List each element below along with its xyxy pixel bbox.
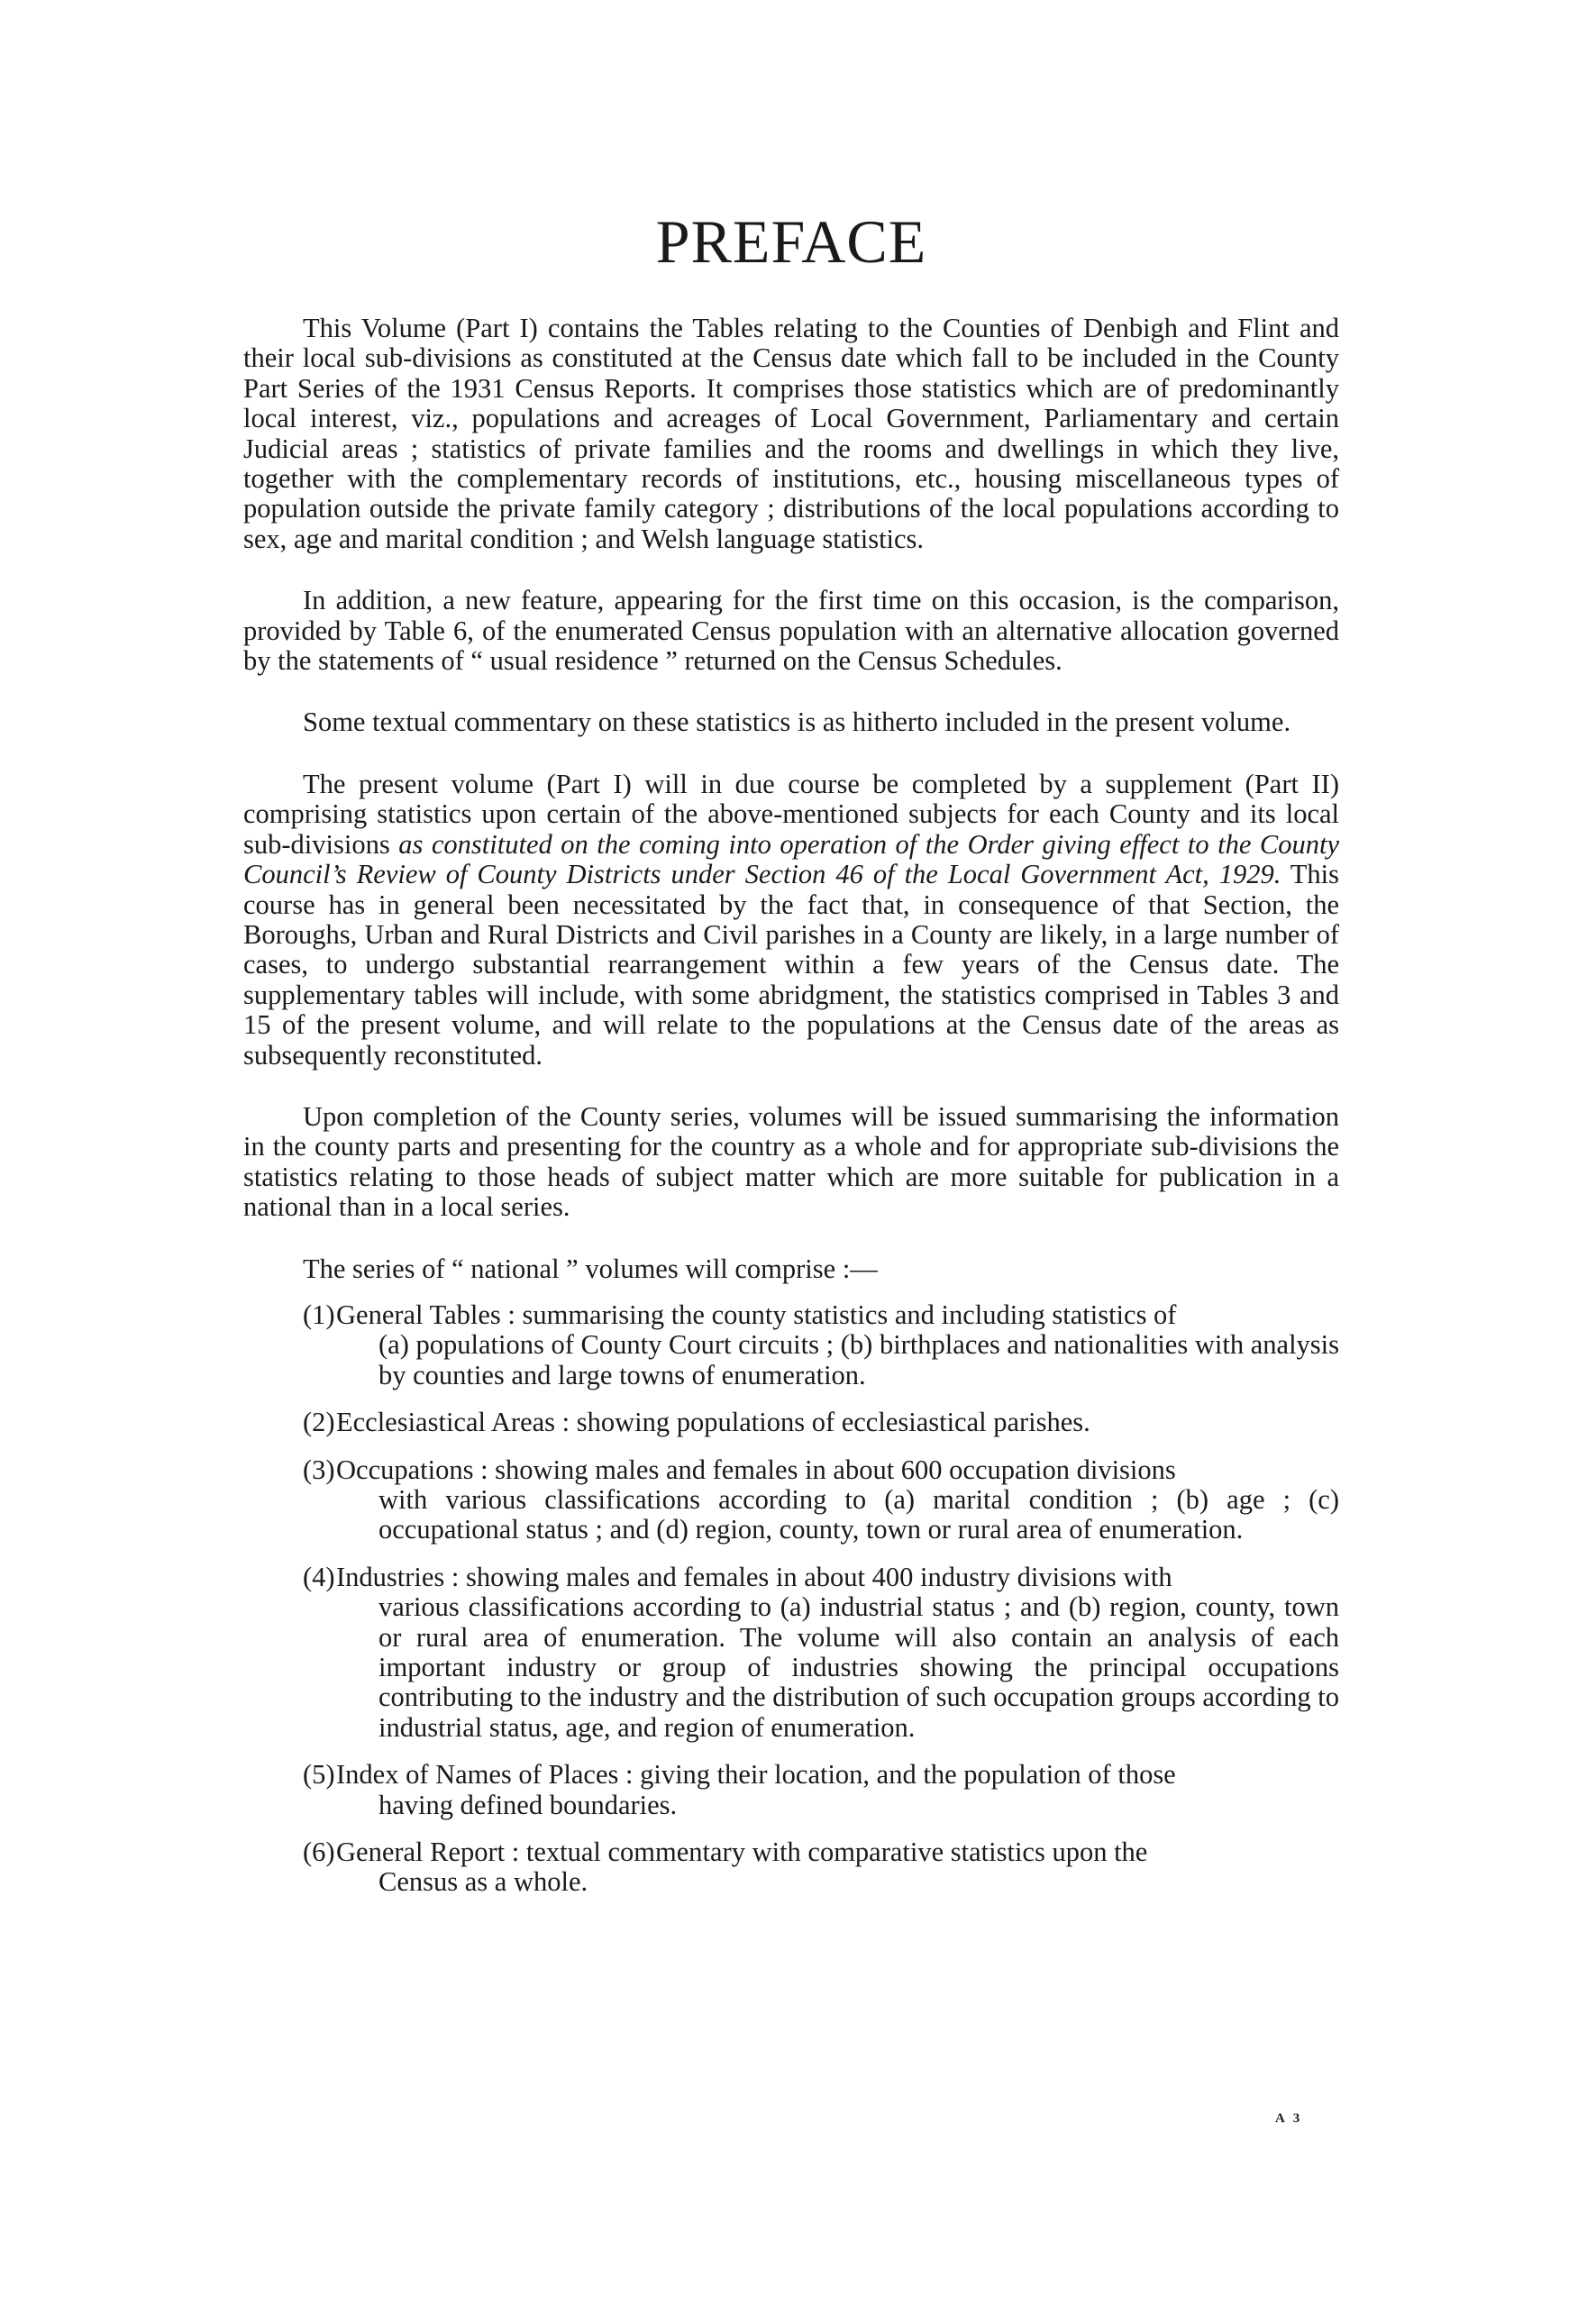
list-item-first-line: General Report : textual commentary with comparative statistics upon the	[336, 1837, 1148, 1868]
list-item-first-line: Occupations : showing males and females in about 600 occupation divisions	[336, 1454, 1176, 1485]
list-item-number: (6)	[303, 1837, 335, 1868]
paragraph-1: This Volume (Part I) contains the Tables relating to the Counties of Denbigh and Flint and their local sub-divisions as constituted at the Census date which fall to be included in the County Part Series of the 1931 Census Reports. It comprises those statistics which are of predominantly local interest, viz., populations and acreages of Local Government, Parliamentary and certain Judicial areas ; statistics of private families and the rooms and dwellings in which they live, together with the complementary records of institutions, etc., housing miscellaneous types of population outside the private family category ; distributions of the local populations according to sex, age and marital condition ; and Welsh language statistics.	[243, 313, 1339, 554]
list-item-continuation: various classifications according to (a) industrial status ; and (b) region, county, town or rural area of enumeration. The volume will also contain an analysis of each important industry or group of industries showing the principal occupations contributing to the industry and the distribution of such occupation groups according to industrial status, age, and region of enumeration.	[378, 1591, 1339, 1743]
paragraph-4	[243, 770, 1339, 1071]
list-item-number: (5)	[303, 1759, 335, 1791]
list-item-first-line: Index of Names of Places : giving their location, and the population of those	[336, 1759, 1176, 1791]
paragraph-3: Some textual commentary on these statistics is as hitherto included in the present volume.	[303, 706, 1291, 738]
page-title: PREFACE	[655, 207, 927, 276]
list-item	[243, 1300, 1339, 1390]
list-item-first-line: Industries : showing males and females in about 400 industry divisions with	[336, 1561, 1172, 1592]
list-item-number: (3)	[303, 1454, 335, 1485]
list-item-continuation: (a) populations of County Court circuits ; (b) birthplaces and nationalities with analysis by counties and large towns of enumeration.	[378, 1329, 1339, 1390]
national-volumes-list	[243, 1300, 1339, 1898]
paragraph-4-end: This course has in general been necessitated by the fact that, in consequence of that Section, the Boroughs, Urban and Rural Districts and Civil parishes in a County are likely, in a large number of cases, to undergo substantial rearrangement within a few years of the Census date. The supplementary tables will include, with some abridgment, the statistics comprised in Tables 3 and 15 of the present volume, and will relate to the populations at the Census date of the areas as subsequently reconstituted.	[243, 859, 1339, 1071]
list-item	[243, 1408, 1339, 1437]
list-intro: The series of “ national ” volumes will comprise :—	[303, 1253, 878, 1284]
paragraph-4-italic: as constituted on the coming into operation of the Order giving effect to the County Council’s Review of County Districts under Section 46 of the Local Government Act, 1929.	[243, 828, 1340, 890]
paragraph-4-start: The present volume (Part I) will in due course be completed by a supplement (Part II) comprising statistics upon certain of the above-mentioned subjects for each County and its local sub-divisions	[243, 768, 1339, 860]
list-item-number: (1)	[303, 1299, 335, 1330]
list-item-continuation: having defined boundaries.	[378, 1789, 678, 1820]
preface-page	[243, 205, 1339, 1915]
paragraph-5: Upon completion of the County series, volumes will be issued summarising the information in the county parts and presenting for the country as a whole and for appropriate sub-divisions the statistics relating to those heads of subject matter which are more suitable for publication in a national than in a local series.	[243, 1100, 1339, 1223]
list-item-number: (4)	[303, 1561, 335, 1592]
list-item	[243, 1563, 1339, 1743]
list-item-first-line: General Tables : summarising the county statistics and including statistics of	[336, 1299, 1177, 1330]
list-item	[243, 1455, 1339, 1545]
list-item	[243, 1837, 1339, 1898]
list-item-first-line: Ecclesiastical Areas : showing populations of ecclesiastical parishes.	[336, 1407, 1090, 1438]
list-item	[243, 1760, 1339, 1820]
list-item-number: (2)	[303, 1407, 335, 1438]
list-item-continuation: Census as a whole.	[378, 1866, 588, 1898]
paragraph-2: In addition, a new feature, appearing for the first time on this occasion, is the comparison, provided by Table 6, of the enumerated Census population with an alternative allocation governed by the statements of “ usual residence ” returned on the Census Schedules.	[243, 585, 1339, 677]
list-item-continuation: with various classifications according to (a) marital condition ; (b) age ; (c) occupational status ; and (d) region, county, town or rural area of enumeration.	[378, 1484, 1339, 1545]
signature-mark: A 3	[1275, 2111, 1303, 2126]
